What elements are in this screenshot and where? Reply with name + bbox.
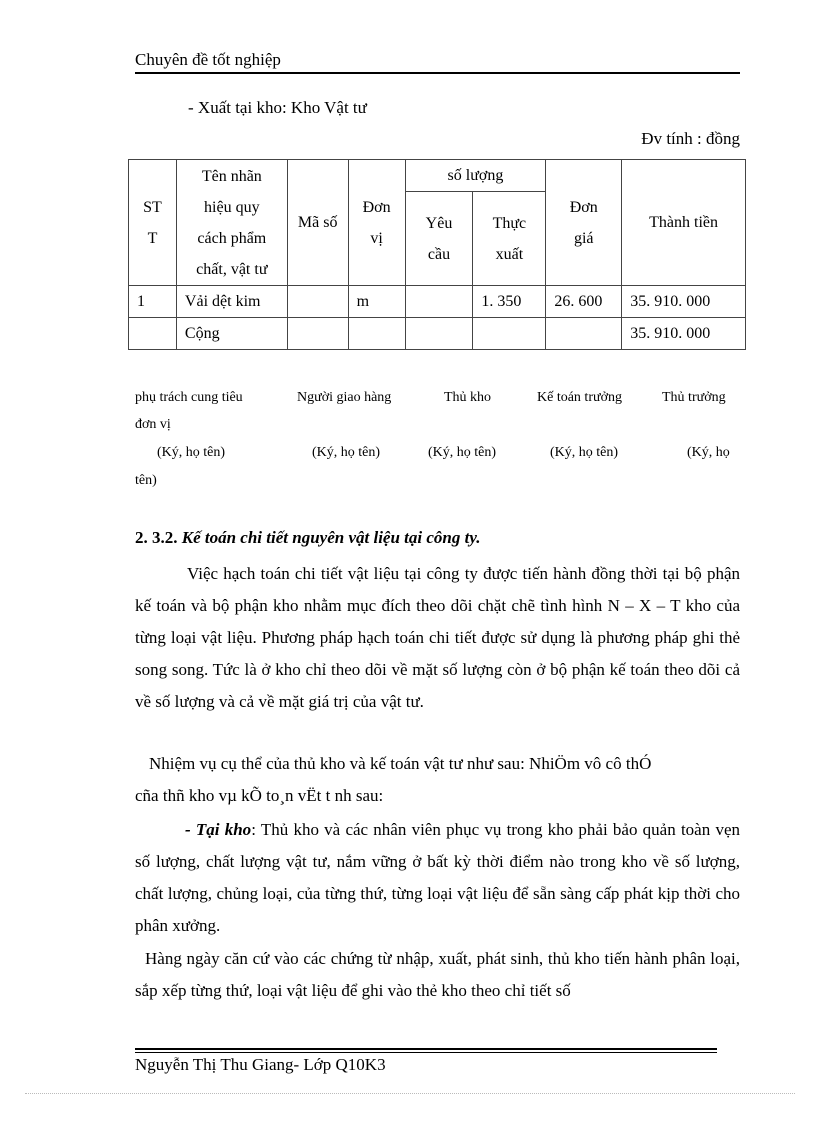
header-title: Chuyên đề tốt nghiệp: [135, 50, 281, 69]
subtitle: - Xuất tại kho: Kho Vật tư: [188, 98, 367, 117]
col-header-name-l3: cách phẩm: [197, 229, 267, 247]
sig-sign-2: (Ký, họ tên): [312, 445, 381, 460]
col-header-qty: số lượng: [405, 160, 546, 192]
cell-stt: 1: [129, 286, 177, 318]
col-header-qty-act-l2: xuất: [495, 245, 524, 263]
cell-amount: 35. 910. 000: [622, 286, 746, 318]
col-header-unit-l2: vị: [370, 229, 383, 247]
cell-unit: m: [348, 286, 405, 318]
paragraph-4: Hàng ngày căn cứ vào các chứng từ nhập, xuất, phát sinh, thủ kho tiến hành phân loại, sắp xếp từng thứ, loại vật liệu để ghi vào thẻ kho theo chỉ tiết số: [135, 949, 740, 1000]
page-header: [135, 50, 740, 74]
inventory-table: [128, 159, 746, 350]
cell-actual: [473, 318, 546, 350]
col-header-qty-req-l1: Yêu: [425, 214, 453, 232]
col-header-qty-req-l2: cầu: [427, 245, 451, 263]
col-header-code: Mã số: [287, 160, 348, 286]
sig-role-3: Thủ kho: [444, 390, 492, 405]
sig-role-5: Thủ trưởng: [662, 390, 726, 405]
cell-req: [405, 286, 473, 318]
col-header-name: [176, 160, 287, 286]
sig-sign-4: (Ký, họ tên): [550, 445, 619, 460]
col-header-qty-act: [473, 192, 546, 286]
cell-unit: [348, 318, 405, 350]
cell-req: [405, 318, 473, 350]
page-edge-dots: [25, 1093, 795, 1094]
sig-role-wrap: đơn vị: [135, 417, 171, 432]
table-row: [129, 286, 746, 318]
col-header-stt: [129, 160, 177, 286]
paragraph-2-line-2: cña thñ kho vµ kÕ to¸n vËt t nh sau:: [135, 786, 384, 805]
sig-role-4: Kế toán trưởng: [537, 390, 622, 405]
sig-sign-1: (Ký, họ tên): [157, 445, 226, 460]
col-header-unit-l1: Đơn: [362, 198, 391, 216]
section-heading: [135, 528, 481, 548]
col-header-stt-l2: T: [147, 229, 158, 247]
cell-amount: 35. 910. 000: [622, 318, 746, 350]
footer-rule: [135, 1048, 717, 1050]
col-header-price: [546, 160, 622, 286]
col-header-price-l2: giá: [573, 229, 594, 247]
col-header-stt-l1: ST: [143, 198, 162, 216]
paragraph-3: [135, 814, 740, 942]
col-header-name-l4: chất, vật tư: [196, 260, 268, 278]
cell-code: [287, 286, 348, 318]
table-row: [129, 318, 746, 350]
sig-sign-5: (Ký, họ: [687, 445, 730, 460]
col-header-qty-req: [405, 192, 473, 286]
paragraph-3-lead: - Tại kho: [185, 820, 252, 839]
cell-name: Cộng: [176, 318, 287, 350]
cell-price: 26. 600: [546, 286, 622, 318]
col-header-amount: Thành tiền: [622, 160, 746, 286]
sig-role-1: phụ trách cung tiêu: [135, 390, 243, 405]
unit-label: Đv tính : đồng: [641, 129, 740, 148]
sig-sign-3: (Ký, họ tên): [428, 445, 497, 460]
cell-stt: [129, 318, 177, 350]
footer-text: Nguyễn Thị Thu Giang- Lớp Q10K3: [135, 1055, 386, 1074]
col-header-name-l2: hiệu quy: [204, 198, 260, 216]
section-number: 2. 3.2.: [135, 528, 178, 547]
sig-sign-wrap: tên): [135, 473, 157, 488]
col-header-qty-act-l1: Thực: [492, 214, 527, 232]
col-header-unit: [348, 160, 405, 286]
cell-name: Vải dệt kim: [176, 286, 287, 318]
paragraph-2-line-1: Nhiệm vụ cụ thể của thủ kho và kế toán vật tư như sau: NhiÖm vô cô thÓ: [149, 754, 652, 773]
paragraph-1: Việc hạch toán chi tiết vật liệu tại công ty được tiến hành đồng thời tại bộ phận kế toán và bộ phận kho nhằm mục đích theo dõi chặt chẽ tình hình N – X – T kho của từng loại vật liệu. Phương pháp hạch toán chi tiết được sử dụng là phương pháp ghi thẻ song song. Tức là ở kho chỉ theo dõi về mặt số lượng còn ở bộ phận kế toán theo dõi cả về số lượng và cả về mặt giá trị của vật tư.: [135, 564, 740, 711]
paragraph-3-body: : Thủ kho và các nhân viên phục vụ trong kho phải bảo quản toàn vẹn số lượng, chất lượng vật tư, nắm vững ở bất kỳ thời điểm nào trong kho về số lượng, chất lượng, chủng loại, của từng thứ, từng loại vật liệu để sẵn sàng cấp phát kịp thời cho phân xưởng.: [135, 820, 740, 935]
col-header-price-l1: Đơn: [569, 198, 598, 216]
cell-code: [287, 318, 348, 350]
sig-role-2: Người giao hàng: [297, 390, 392, 405]
footer-rule-thin: [135, 1052, 717, 1053]
cell-price: [546, 318, 622, 350]
col-header-name-l1: Tên nhãn: [201, 167, 262, 185]
section-title: Kế toán chi tiết nguyên vật liệu tại công ty.: [181, 528, 481, 547]
cell-actual: 1. 350: [473, 286, 546, 318]
